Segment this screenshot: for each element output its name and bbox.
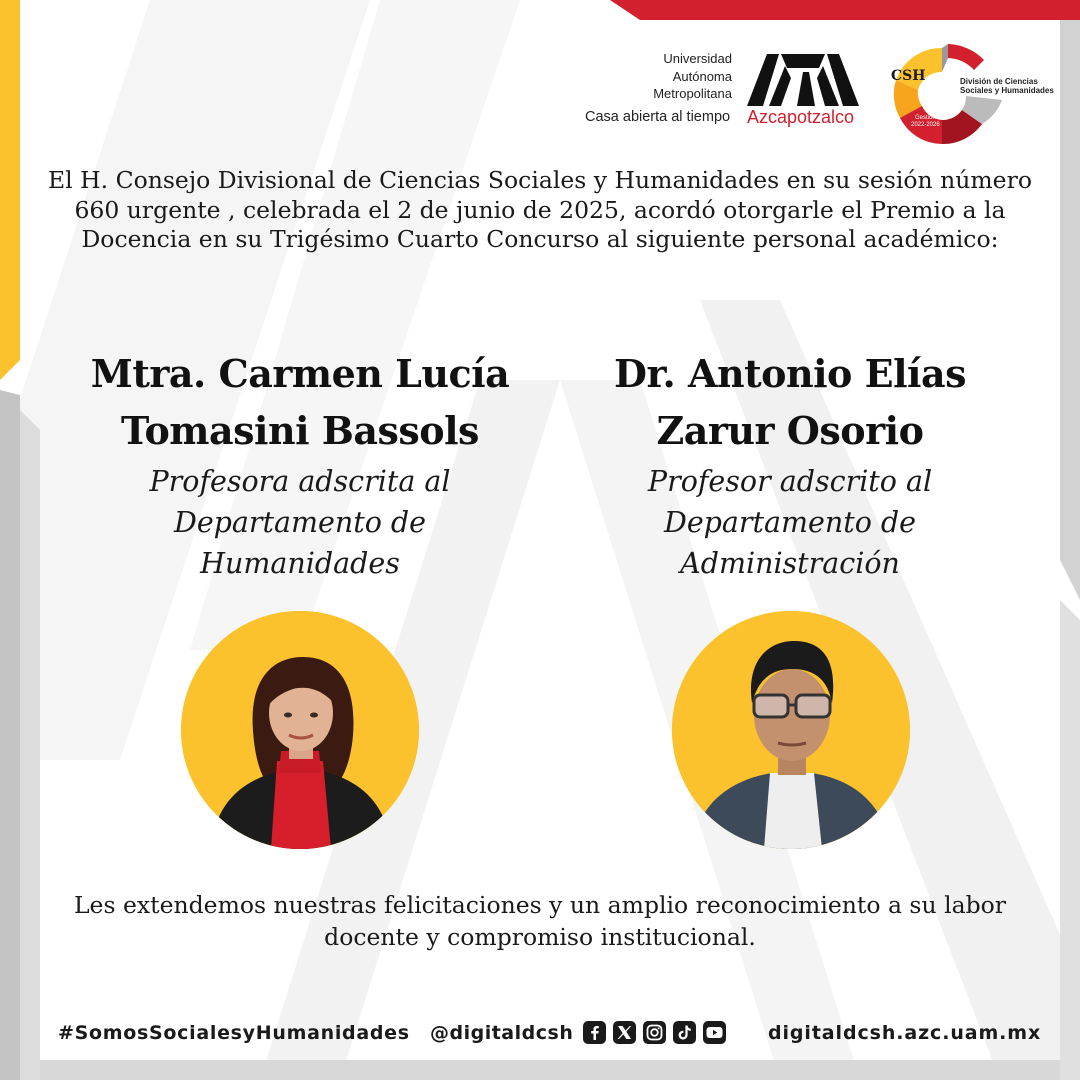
awardee-name <box>555 345 1025 459</box>
dcsh-years <box>911 115 940 129</box>
footer-website[interactable]: digitaldcsh.azc.uam.mx <box>768 1022 1042 1044</box>
university-name <box>653 50 732 103</box>
awardee-role-line: Departamento de <box>173 506 427 539</box>
awardee-name-line: Dr. Antonio Elías <box>614 351 966 396</box>
dcsh-years-line: 2022-2026 <box>911 122 940 128</box>
footer-hashtag[interactable]: #SomosSocialesyHumanidades <box>58 1022 410 1044</box>
footer <box>0 1016 1080 1052</box>
facebook-icon[interactable] <box>583 1021 606 1044</box>
social-icons <box>583 1021 726 1045</box>
awardee-card <box>555 345 1025 584</box>
awardee-name <box>65 345 535 459</box>
uam-logo <box>585 50 870 132</box>
awardee-photo-man <box>672 611 910 849</box>
university-line: Autónoma <box>672 68 732 84</box>
awardee-role-line: Administración <box>680 547 900 580</box>
awardee-photo-woman <box>181 611 419 849</box>
awardee-role-line: Departamento de <box>663 506 917 539</box>
awardee-role <box>555 461 1025 584</box>
university-line: Metropolitana <box>653 86 732 101</box>
awardee-role-line: Humanidades <box>200 547 400 580</box>
uam-campus: Azcapotzalco <box>747 107 855 127</box>
awardee-role <box>65 461 535 584</box>
division-line: División de Ciencias <box>960 77 1038 86</box>
division-name <box>958 76 1056 96</box>
awardee-name-line: Mtra. Carmen Lucía <box>90 351 510 396</box>
university-line: Universidad <box>663 51 732 66</box>
intro-paragraph: El H. Consejo Divisional de Ciencias Sociales y Humanidades en su sesión número 660 urgente , celebrada el 2 de junio de 2025, acordó otorgarle el Premio a la Docencia en su Trigésimo Cuarto Concurso al siguiente personal académico: <box>48 166 1032 253</box>
awardee-name-line: Zarur Osorio <box>656 408 924 453</box>
instagram-icon[interactable] <box>643 1021 666 1044</box>
dcsh-initials: CSH <box>891 68 926 84</box>
youtube-icon[interactable] <box>703 1021 726 1044</box>
awardee-role-line: Profesora adscrita al <box>149 465 451 498</box>
awardee-card <box>65 345 535 584</box>
dcsh-logo <box>878 40 1068 150</box>
tiktok-icon[interactable] <box>673 1021 696 1044</box>
awardee-name-line: Tomasini Bassols <box>121 408 479 453</box>
x-icon[interactable] <box>613 1021 636 1044</box>
awardee-role-line: Profesor adscrito al <box>647 465 933 498</box>
division-line: Sociales y Humanidades <box>960 86 1054 95</box>
dcsh-years-line: Gestión <box>915 115 936 121</box>
footer-handle[interactable]: @digitaldcsh <box>430 1022 574 1044</box>
closing-paragraph: Les extendemos nuestras felicitaciones y un amplio reconocimiento a su labor docente y compromiso institucional. <box>73 891 1007 951</box>
uam-emblem-icon <box>747 54 859 106</box>
uam-tagline: Casa abierta al tiempo <box>585 109 731 125</box>
